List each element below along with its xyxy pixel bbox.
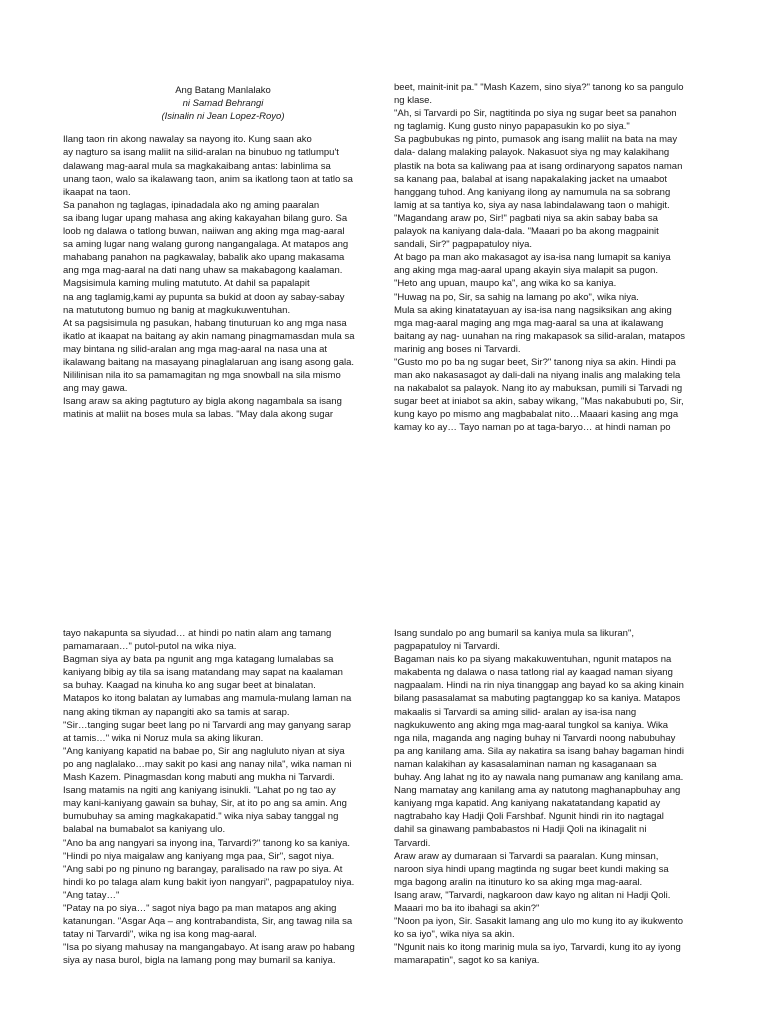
text-line: sa ibang lugar upang mahasa ang aking kakayahan bilang guro. Sa [63, 212, 348, 224]
text-line: naman kalakihan ay kasasalaminan naman ng kasaganaan sa [394, 758, 657, 770]
text-line: sa buhay. Kaagad na kinuha ko ang sugar beet at binalatan. [63, 680, 316, 692]
text-line: mga mag-aaral maging ang mga mag-aaral sa una at ikalawang [394, 317, 664, 329]
text-line: makabenta ng dalawa o nasa tatlong rial ay kaagad naman siyang [394, 667, 673, 679]
text-line: "Hindi po niya maigalaw ang kaniyang mga paa, Sir", sagot niya. [63, 850, 335, 862]
text-line: nga nila, maganda ang naging buhay ni Tarvardi noong nabubuhay [394, 732, 676, 744]
text-line: sandali, Sir?" pagpapatuloy niya. [394, 239, 533, 251]
text-line: "Huwag na po, Sir, sa sahig na lamang po ako", wika niya. [394, 291, 639, 303]
column-top-right [394, 81, 712, 435]
text-line: kung kayo po mismo ang magbabalat nito…Maaari kasing ang mga [394, 409, 679, 421]
column-bottom-left [63, 627, 383, 967]
text-line: "Ngunit nais ko itong marinig mula sa iyo, Tarvardi, kung ito ay iyong [394, 942, 681, 954]
text-line: At bago pa man ako makasagot ay isa-isa nang lumapit sa kaniya [394, 252, 671, 264]
text-line: lamig at sa tantiya ko, siya ay nasa labindalawang taon o mahigit. [394, 199, 670, 211]
text-line: nagtrabaho kay Hadji Qoli Farshbaf. Ngunit hindi rin ito nagtagal [394, 811, 664, 823]
text-line: Nang mamatay ang kanilang ama ay natutong maghanapbuhay ang [394, 785, 681, 797]
text-line [63, 120, 383, 133]
text-line: "Ang kaniyang kapatid na babae po, Sir ang nagluluto niyan at siya [63, 745, 345, 757]
text-line: ang may gawa. [63, 383, 128, 395]
text-line: "Ang tatay…" [63, 889, 120, 901]
text-line: Maaari mo ba ito ibahagi sa akin?" [394, 902, 540, 914]
text-line: Bagman siya ay bata pa ngunit ang mga katagang lumalabas sa [63, 654, 334, 666]
text-line [63, 107, 383, 120]
text-line: marinig ang boses ni Tarvardi. [394, 343, 521, 355]
text-line: at tamis…" wika ni Noruz mula sa aking likuran. [63, 732, 264, 744]
text-line: Ilang taon rin akong nawalay sa nayong ito. Kung saan ako [63, 134, 312, 146]
text-line: may kani-kaniyang gawain sa buhay, Sir, at ito po ang sa amin. Ang [63, 798, 347, 810]
column-top-left [63, 81, 383, 421]
text-line: po ang naglalako…may sakit po kasi ang nanay nila", wika naman ni [63, 758, 352, 770]
text-line: bilang pasasalamat sa mabuting pagtanggap ko sa kaniya. Matapos [394, 693, 681, 705]
text-line: naroon siya hindi upang magtinda ng sugar beet kundi making sa [394, 863, 669, 875]
story-translator: (Isinalin ni Jean Lopez-Royo) [161, 111, 285, 123]
text-line: man ako nakasasagot ay dali-dali na niyang inalis ang malaking tela [394, 370, 681, 382]
text-line: katanungan. "Asgar Aqa – ang kontrabandista, Sir, ang tawag nila sa [63, 916, 353, 928]
text-line: palayok na kaniyang dala-dala. "Maaari po ba akong magpainit [394, 226, 659, 238]
text-line: ikatlo at ikaapat na baitang ay akin namang pinagmamasdan mula sa [63, 330, 355, 342]
text-line: ng klase. [394, 95, 433, 107]
text-line: may bintana ng silid-aralan ang mga mag-aaral na nasa una at [63, 343, 328, 355]
text-line: kaniyang mga kapatid. Ang kaniyang nakatatandang kapatid ay [394, 798, 661, 810]
text-line: sa aming lugar nang walang gurong nangangalaga. At matapos ang [63, 239, 349, 251]
text-line [63, 94, 383, 107]
text-line: "Magandang araw po, Sir!" pagbati niya sa akin sabay baba sa [394, 212, 658, 224]
text-line: balabal na bumabalot sa kaniyang ulo. [63, 824, 226, 836]
text-line: beet, mainit-init pa." "Mash Kazem, sino siya?" tanong ko sa pangulo [394, 82, 684, 93]
text-line: tatay ni Tarvardi", wika ng isa kong mag-aaral. [63, 929, 257, 941]
text-line: loob ng dalawa o tatlong buwan, naiiwan ang aking mga mag-aaral [63, 226, 345, 238]
text-line: pagpapatuloy ni Tarvardi. [394, 641, 500, 653]
text-line: "Sir…tanging sugar beet lang po ni Tarvardi ang may ganyang sarap [63, 719, 351, 731]
text-line: kaniyang bibig ay tila sa isang matandang may sapat na kaalaman [63, 667, 343, 679]
text-line: "Isa po siyang mahusay na mangangabayo. At isang araw po habang [63, 942, 355, 954]
text-line: Sa pagbubukas ng pinto, pumasok ang isang maliit na bata na may [394, 134, 678, 146]
text-line: tayo nakapunta sa siyudad… at hindi po natin alam ang tamang [63, 628, 332, 639]
text-line: Araw araw ay dumaraan si Tarvardi sa paaralan. Kung minsan, [394, 850, 659, 862]
text-line: Tarvardi. [394, 837, 431, 849]
text-line: plastik na bota sa kaliwang paa at isang ordinaryong sapatos naman [394, 160, 683, 172]
text-line: Nililinisan nila ito sa pamamagitan ng mga snowball na sila mismo [63, 370, 341, 382]
text-line: nagkukuwento ang aking mga mag-aaral tungkol sa kaniya. Wika [394, 719, 669, 731]
text-line: Matapos ko itong balatan ay lumabas ang mamula-mulang laman na [63, 693, 352, 705]
text-line: ikalawang baitang na masayang pinaglalaruan ang isang asong gala. [63, 356, 355, 368]
text-line: hanggang tuhod. Ang kaniyang ilong ay namumula na sa sobrang [394, 186, 671, 198]
text-line: Magsisimula kaming muling matututo. At dahil sa papalapit [63, 278, 310, 290]
text-line: nagpaalam. Hindi na rin niya tinanggap ang bayad ko sa aking kinain [394, 680, 684, 692]
text-line: At sa pagsisimula ng pasukan, habang tinuturuan ko ang mga nasa [63, 317, 347, 329]
text-line: ang mga mag-aaral na dati nang uhaw sa makabagong kaalaman. [63, 265, 343, 277]
text-line: ng taglamig. Kung gusto ninyo papapasukin ko po siya." [394, 121, 630, 133]
text-line: "Ang sabi po ng pinuno ng barangay, paralisado na raw po siya. At [63, 863, 343, 875]
text-line: Isang araw, "Tarvardi, nagkaroon daw kayo ng alitan ni Hadji Qoli. [394, 889, 671, 901]
text-line: Mula sa aking kinatatayuan ay isa-isa nang nagsiksikan ang aking [394, 304, 672, 316]
text-line: "Gusto mo po ba ng sugar beet, Sir?" tanong niya sa akin. Hindi pa [394, 356, 676, 368]
text-line: Bagaman nais ko pa siyang makakuwentuhan, ngunit matapos na [394, 654, 672, 666]
text-line: dalawang mag-aaral mula sa magkakaibang antas: labinlima sa [63, 160, 331, 172]
text-line: Sa panahon ng taglagas, ipinadadala ako ng aming paaralan [63, 199, 320, 211]
text-line: ay nagturo sa isang maliit na silid-aralan na binubuo ng tatlumpu't [63, 147, 339, 159]
text-line: na matututong bumuo ng banig at magkukuwentuhan. [63, 304, 291, 316]
text-line: ang aking mga mag-aaral upang akayin siya malapit sa pugon. [394, 265, 659, 277]
text-line: ikaapat na taon. [63, 186, 131, 198]
text-line: dala- dalang malaking palayok. Nakasuot siya ng may kalakihang [394, 147, 670, 159]
text-line: siya ay nasa burol, bigla na lamang pong may bumaril sa kaniya. [63, 955, 336, 967]
text-line: buhay. Ang lahat ng ito ay nawala nang pumanaw ang kanilang ama. [394, 772, 684, 784]
text-line [63, 81, 383, 94]
text-line: sa kanang paa, balabal at isang napakalaking jacket na umaabot [394, 173, 668, 185]
text-line: Isang araw sa aking pagtuturo ay bigla akong nagambala sa isang [63, 396, 342, 408]
text-line: Isang matamis na ngiti ang kaniyang isinukli. "Lahat po ng tao ay [63, 785, 336, 797]
column-bottom-right [394, 627, 712, 967]
text-line: mga bagong aralin na itinuturo ko sa aking mga mag-aaral. [394, 876, 643, 888]
story-author: ni Samad Behrangi [182, 98, 264, 110]
text-line: pa ang kanilang ama. Sila ay nakatira sa isang bahay bagaman hindi [394, 745, 684, 757]
text-line: makaalis si Tarvardi sa aming silid- aralan ay isa-isa nang [394, 706, 637, 718]
text-line: kamay ko ay… Tayo naman po at taga-baryo… at hindi naman po [394, 422, 671, 434]
text-line: "Ah, si Tarvardi po Sir, nagtitinda po siya ng sugar beet sa panahon [394, 108, 677, 120]
text-line: Isang sundalo po ang bumaril sa kaniya mula sa likuran", [394, 628, 634, 639]
text-line: unang taon, walo sa ikalawang taon, anim sa ikatlong taon at tatlo sa [63, 173, 353, 185]
text-line: hindi ko po talaga alam kung bakit iyon nangyari", pagpapatuloy niya. [63, 876, 355, 888]
text-line: "Heto ang upuan, maupo ka", ang wika ko sa kaniya. [394, 278, 617, 290]
text-line: "Ano ba ang nangyari sa inyong ina, Tarvardi?" tanong ko sa kaniya. [63, 837, 351, 849]
text-line: dahil sa ginawang pambabastos ni Hadji Qoli na ikinagalit ni [394, 824, 647, 836]
text-line: bumubuhay sa aming magkakapatid." wika niya sabay tanggal ng [63, 811, 339, 823]
text-line: Mash Kazem. Pinagmasdan kong mabuti ang mukha ni Tarvardi. [63, 772, 335, 784]
text-line: mamarapatin", sagot ko sa kaniya. [394, 955, 540, 967]
text-line: na nakabalot sa palayok. Nang ito ay mabuksan, pumili si Tarvadi ng [394, 383, 683, 395]
text-line: ko sa iyo", wika niya sa akin. [394, 929, 515, 941]
text-line: pamamaraan…" putol-putol na wika niya. [63, 641, 237, 653]
text-line: matinis at maliit na boses mula sa labas. "May dala akong sugar [63, 409, 334, 421]
text-line: sugar beet at iniabot sa akin, sabay wikang, "Mas nakabubuti po, Sir, [394, 396, 684, 408]
text-line: mahabang panahon na pagkawalay, babalik ako upang makasama [63, 252, 345, 264]
story-title: Ang Batang Manlalako [175, 85, 271, 96]
text-line: "Noon pa iyon, Sir. Sasakit lamang ang ulo mo kung ito ay ikukwento [394, 916, 684, 928]
text-line: "Patay na po siya…" sagot niya bago pa man matapos ang aking [63, 902, 337, 914]
text-line: nang aking tikman ay napangiti ako sa tamis at sarap. [63, 706, 290, 718]
text-line: baitang ay nag- uunahan na ring makapasok sa silid-aralan, matapos [394, 330, 685, 342]
text-line: na ang taglamig,kami ay pupunta sa bukid at doon ay sabay-sabay [63, 291, 345, 303]
